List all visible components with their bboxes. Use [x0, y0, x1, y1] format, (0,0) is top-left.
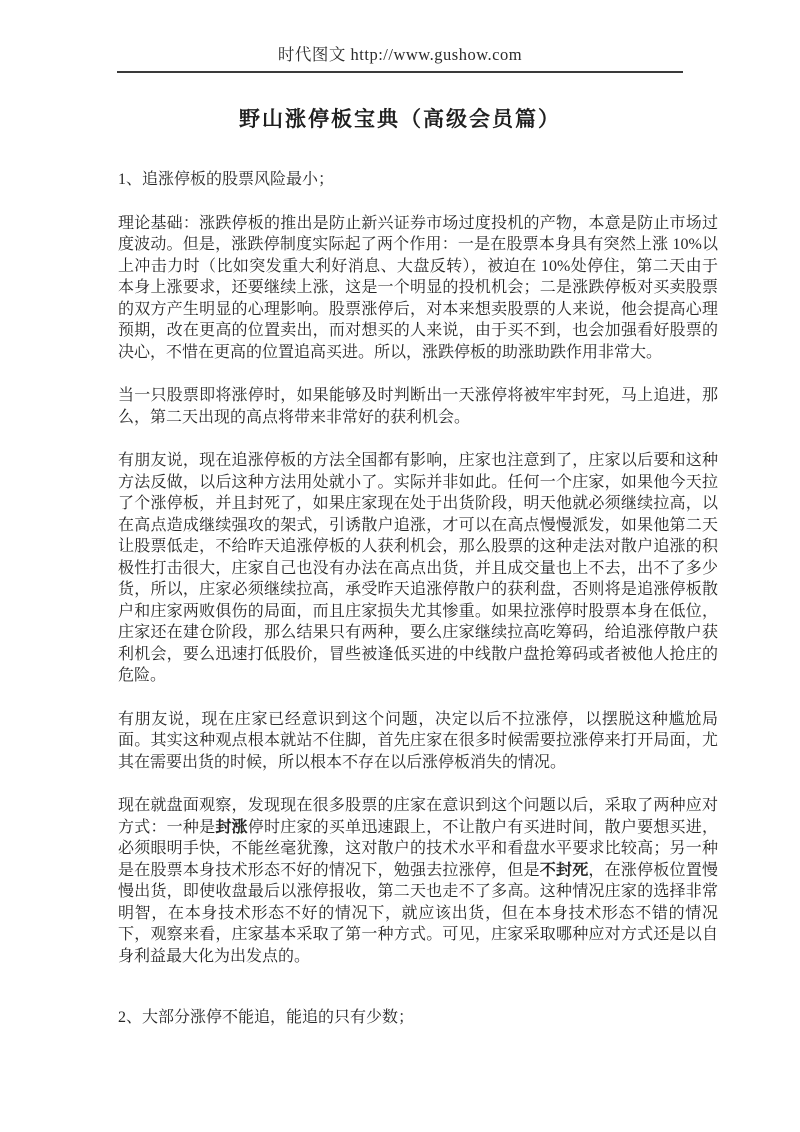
bold-term-seal-limit-up: 封涨	[215, 818, 248, 836]
paragraph-banker-awareness: 有朋友说，现在庄家已经意识到这个问题，决定以后不拉涨停，以摆脱这种尴尬局面。其实这种观点根本就站不住脚，首先庄家在很多时候需要拉涨停来打开局面，尤其在需要出货的时候，所以根本不存在以后涨停板消失的情况。	[118, 710, 718, 771]
paragraph-theory-basis: 理论基础：涨跌停板的推出是防止新兴证券市场过度投机的产物，本意是防止市场过度波动。但是，涨跌停制度实际起了两个作用：一是在股票本身具有突然上涨 10%以上冲击力时（比如突发重大利好消息、大盘反转），被迫在 10%处停住，第二天由于本身上涨要求，还要继续上涨，这是一个明显的投机机会；二是涨跌停板对买卖股票的双方产生明显的心理影响。股票涨停后，对本来想卖股票的人来说，他会提高心理预期，改在更高的位置卖出，而对想买的人来说，由于买不到，也会加强看好股票的决心，不惜在更高的位置追高买进。所以，涨跌停板的助涨助跌作用非常大。	[118, 214, 718, 361]
page-title: 野山涨停板宝典（高级会员篇）	[239, 107, 561, 131]
document-body	[118, 169, 718, 1029]
paragraph-two-responses-seg2: 停时庄家的买单迅速跟上，不让散户有买进时间，散户要想买进，必须眼明手快，不能丝毫犹豫，这对散户的技术水平和看盘水平要求比较高；另一种是在股票本身技术形态不好的情况下，勉强去拉涨停，但是	[118, 818, 718, 879]
paragraph-banker-behavior: 有朋友说，现在追涨停板的方法全国都有影响，庄家也注意到了，庄家以后要和这种方法反做，以后这种方法用处就小了。实际并非如此。任何一个庄家，如果他今天拉了个涨停板，并且封死了，如果庄家现在处于出货阶段，明天他就必须继续拉高，以在高点造成继续强攻的架式，引诱散户追涨，才可以在高点慢慢派发，如果他第二天让股票低走，不给昨天追涨停板的人获利机会，那么股票的这种走法对散户追涨的积极性打击很大，庄家自己也没有办法在高点出货，并且成交量也上不去，出不了多少货，所以，庄家必须继续拉高，承受昨天追涨停散户的获利盘，否则将是追涨停板散户和庄家两败俱伤的局面，而且庄家损失尤其惨重。如果拉涨停时股票本身在低位，庄家还在建仓阶段，那么结果只有两种，要么庄家继续拉高吃筹码，给追涨停散户获利机会，要么迅速打低股价，冒些被逢低买进的中线散户盘抢筹码或者被他人抢庄的危险。	[118, 452, 718, 684]
header-site-text: 时代图文 http://www.gushow.com	[277, 45, 523, 64]
section-2-heading: 2、大部分涨停不能追，能追的只有少数；	[118, 1009, 415, 1026]
paragraph-two-responses	[118, 795, 718, 967]
paragraph-two-responses-seg3: ，在涨停板位置慢慢出货，即使收盘最后以涨停报收，第二天也走不了多高。这种情况庄家的选择非常明智，在本身技术形态不好的情况下，就应该出货，但在本身技术形态不错的情况下，观察来看，庄家基本采取了第一种方式。可见，庄家采取哪种应对方式还是以自身利益最大化为出发点的。	[118, 861, 718, 965]
header-divider	[117, 71, 683, 73]
page-header	[0, 0, 800, 73]
bold-term-not-sealed: 不封死	[539, 861, 589, 879]
paragraph-two-responses-seg1: 现在就盘面观察，发现现在很多股票的庄家在意识到这个问题以后，采取了两种应对方式：一种是	[118, 797, 718, 836]
section-1-heading: 1、追涨停板的股票风险最小；	[118, 171, 335, 188]
paragraph-limit-up-opportunity: 当一只股票即将涨停时，如果能够及时判断出一天涨停将被牢牢封死，马上追进，那么，第二天出现的高点将带来非常好的获利机会。	[118, 387, 718, 426]
